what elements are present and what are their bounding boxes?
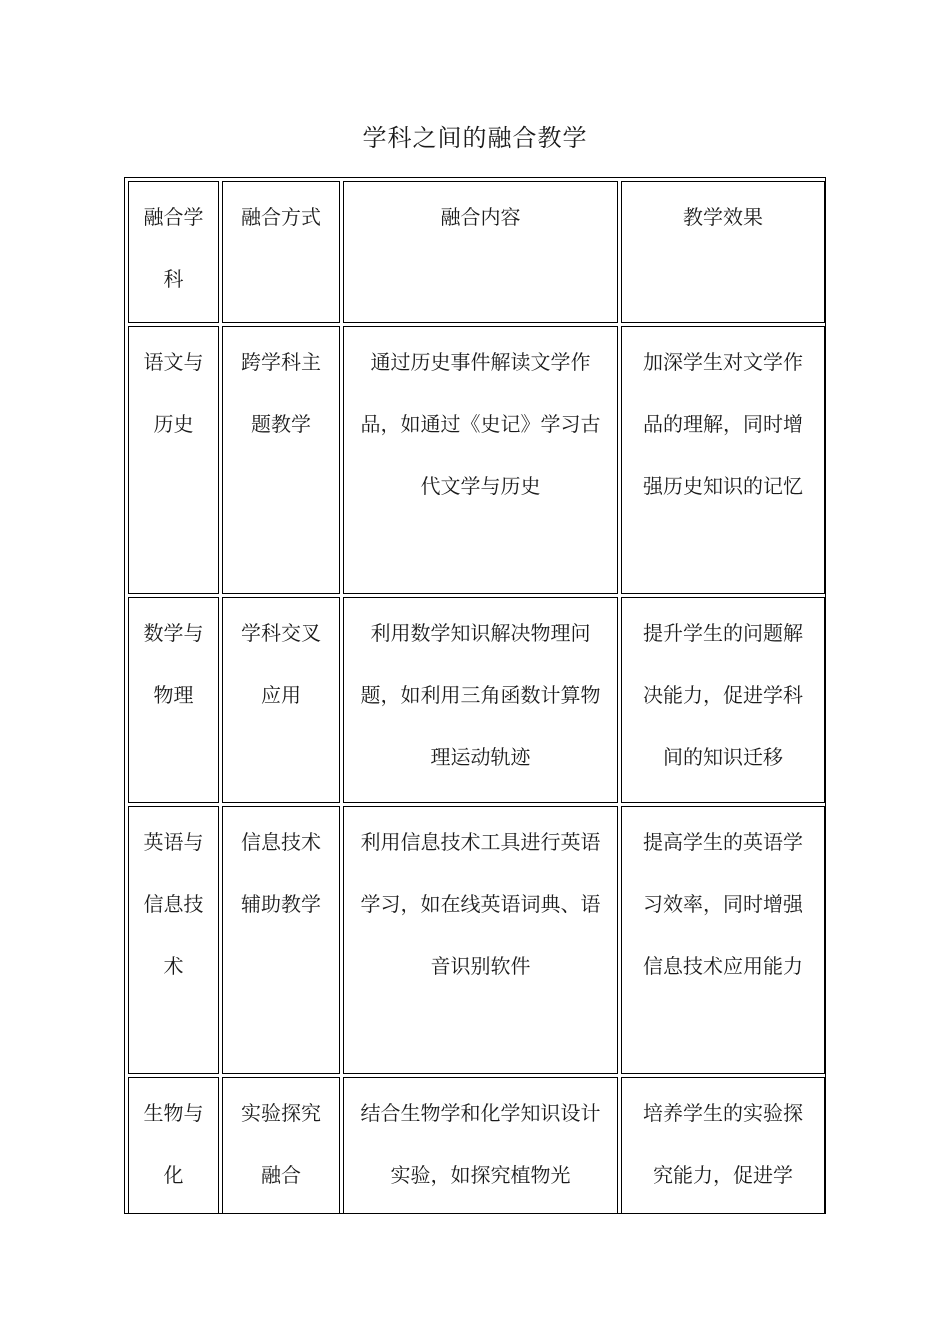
cell-method: 跨学科主题教学 — [222, 326, 340, 594]
header-cell-effect: 教学效果 — [621, 181, 825, 323]
cell-effect: 加深学生对文学作品的理解，同时增强历史知识的记忆 — [621, 326, 825, 594]
table-header-row — [128, 181, 825, 323]
cell-effect: 培养学生的实验探究能力，促进学 — [621, 1077, 825, 1214]
cell-effect: 提高学生的英语学习效率，同时增强信息技术应用能力 — [621, 806, 825, 1074]
cell-content: 利用信息技术工具进行英语学习，如在线英语词典、语音识别软件 — [343, 806, 618, 1074]
table-row — [128, 326, 825, 594]
cell-method: 学科交叉应用 — [222, 597, 340, 803]
cell-content: 通过历史事件解读文学作品，如通过《史记》学习古代文学与历史 — [343, 326, 618, 594]
table-row — [128, 806, 825, 1074]
cell-content: 结合生物学和化学知识设计实验，如探究植物光 — [343, 1077, 618, 1214]
header-cell-subject: 融合学科 — [128, 181, 219, 323]
cell-subject: 英语与信息技术 — [128, 806, 219, 1074]
cell-subject: 生物与化 — [128, 1077, 219, 1214]
header-cell-content: 融合内容 — [343, 181, 618, 323]
cell-subject: 数学与物理 — [128, 597, 219, 803]
fusion-table — [125, 178, 826, 1214]
table-row — [128, 597, 825, 803]
cell-method: 实验探究融合 — [222, 1077, 340, 1214]
header-cell-method: 融合方式 — [222, 181, 340, 323]
table-row — [128, 1077, 825, 1214]
fusion-table-frame — [124, 177, 826, 1214]
cell-effect: 提升学生的问题解决能力，促进学科间的知识迁移 — [621, 597, 825, 803]
document-title: 学科之间的融合教学 — [362, 124, 588, 152]
cell-method: 信息技术辅助教学 — [222, 806, 340, 1074]
cell-content: 利用数学知识解决物理问题，如利用三角函数计算物理运动轨迹 — [343, 597, 618, 803]
cell-subject: 语文与历史 — [128, 326, 219, 594]
